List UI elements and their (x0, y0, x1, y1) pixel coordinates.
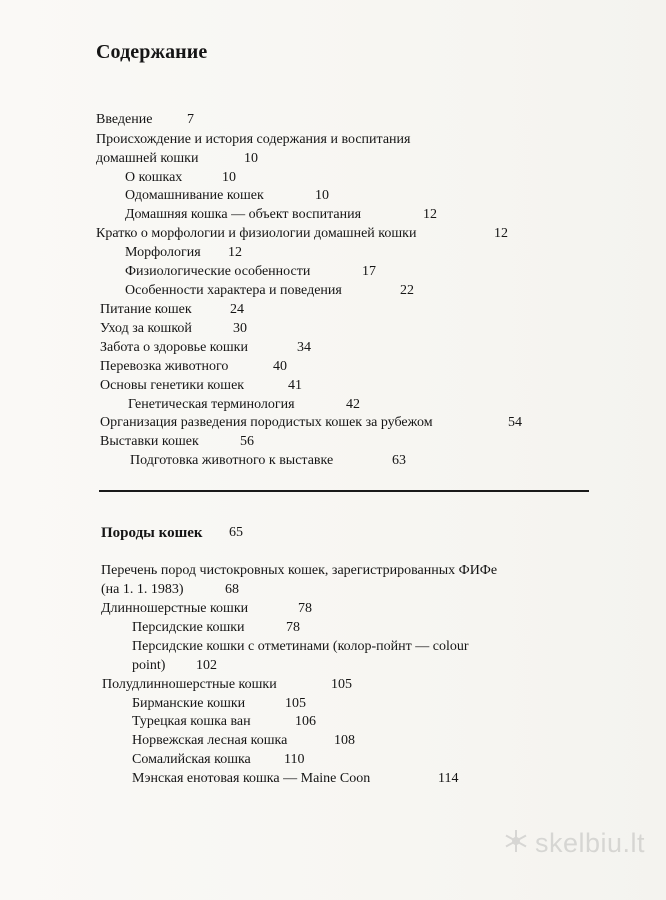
toc-entry-title: Перечень пород чистокровных кошек, зарегистрированных ФИФе (101, 563, 498, 578)
toc-entry (101, 600, 312, 618)
toc-entry-page: 42 (346, 397, 360, 412)
toc-entry-page: 108 (334, 733, 355, 748)
toc-entry-page: 41 (288, 378, 302, 393)
toc-entry-title: Основы генетики кошек (100, 378, 245, 393)
toc-entry-page: 114 (438, 771, 459, 786)
toc-entry-title: Кратко о морфологии и физиологии домашней кошки (96, 226, 417, 241)
toc-entry-page: 63 (392, 453, 406, 468)
toc-entry-page: 68 (225, 582, 239, 597)
toc-entry-page: 34 (297, 340, 311, 355)
toc-entry-title: Выставки кошек (100, 434, 199, 449)
toc-entry-title: Особенности характера и поведения (125, 283, 342, 298)
toc-entry-page: 17 (362, 264, 376, 279)
toc-entry-page: 110 (284, 752, 305, 767)
toc-entry (132, 657, 217, 675)
toc-entry-page: 105 (285, 696, 306, 711)
toc-entry (130, 452, 406, 470)
toc-entry-page: 22 (400, 283, 414, 298)
toc-entry (125, 282, 414, 300)
section-divider (99, 490, 589, 492)
toc-entry (132, 619, 300, 637)
toc-entry (125, 244, 242, 262)
toc-entry-title: Турецкая кошка ван (132, 714, 251, 729)
toc-entry (96, 225, 508, 243)
toc-entry (128, 396, 360, 414)
toc-entry (132, 638, 469, 656)
toc-entry (132, 732, 355, 750)
toc-entry-title: Перевозка животного (100, 359, 229, 374)
toc-entry-title: Генетическая терминология (128, 397, 295, 412)
toc-entry (96, 150, 258, 168)
breeds-heading-page: 65 (229, 525, 243, 540)
toc-entry (132, 695, 306, 713)
toc-entry-page: 12 (228, 245, 242, 260)
toc-entry (125, 169, 236, 187)
toc-entry (132, 751, 305, 769)
toc-entry (101, 562, 497, 580)
toc-entry-title: Одомашнивание кошек (125, 188, 264, 203)
toc-entry-title: Забота о здоровье кошки (100, 340, 248, 355)
toc-entry-title: point) (132, 658, 166, 673)
toc-entry (125, 206, 437, 224)
toc-entry (125, 263, 376, 281)
toc-entry (100, 414, 522, 432)
breeds-heading: Породы кошек (101, 525, 203, 541)
toc-entry (102, 676, 352, 694)
toc-entry (125, 187, 329, 205)
toc-entry (100, 433, 254, 451)
toc-entry-page: 24 (230, 302, 244, 317)
snowflake-icon (503, 828, 529, 859)
toc-entry-title: О кошках (125, 170, 183, 185)
toc-entry-title: Мэнская енотовая кошка — Maine Coon (132, 771, 371, 786)
contents-heading: Содержание (96, 41, 208, 63)
toc-entry-page: 78 (298, 601, 312, 616)
toc-entry-title: Длинношерстные кошки (101, 601, 249, 616)
toc-entry-title: Питание кошек (100, 302, 192, 317)
toc-entry-title: Уход за кошкой (100, 321, 192, 336)
toc-entry-title: Персидские кошки с отметинами (колор-пойнт — colour (132, 639, 469, 654)
toc-entry-page: 30 (233, 321, 247, 336)
toc-entry-title: Норвежская лесная кошка (132, 733, 288, 748)
toc-entry-page: 10 (244, 151, 258, 166)
toc-entry-page: 40 (273, 359, 287, 374)
toc-entry-title: Физиологические особенности (125, 264, 311, 279)
toc-entry-title: Бирманские кошки (132, 696, 246, 711)
toc-entry (132, 713, 316, 731)
toc-entry (96, 111, 194, 129)
toc-entry-page: 56 (240, 434, 254, 449)
toc-entry-title: (на 1. 1. 1983) (101, 582, 184, 597)
toc-entry-title: Сомалийская кошка (132, 752, 251, 767)
toc-entry-page: 7 (187, 112, 194, 127)
toc-entry-page: 12 (423, 207, 437, 222)
watermark (503, 828, 645, 859)
toc-entry-title: Организация разведения породистых кошек за рубежом (100, 415, 433, 430)
toc-entry-page: 12 (494, 226, 508, 241)
toc-entry-page: 105 (331, 677, 352, 692)
toc-entry-page: 102 (196, 658, 217, 673)
toc-entry (96, 131, 410, 149)
toc-entry-page: 106 (295, 714, 316, 729)
watermark-text: skelbiu.lt (535, 828, 646, 858)
toc-entry (101, 581, 239, 599)
toc-entry-title: Морфология (125, 245, 201, 260)
toc-entry-title: Введение (96, 112, 153, 127)
toc-entry-page: 54 (508, 415, 522, 430)
toc-entry-title: Домашняя кошка — объект воспитания (125, 207, 362, 222)
toc-entry (100, 339, 311, 357)
toc-entry (100, 377, 302, 395)
toc-entry-title: домашней кошки (96, 151, 199, 166)
toc-entry (100, 320, 247, 338)
toc-entry (132, 770, 459, 788)
toc-entry (100, 301, 244, 319)
toc-entry-title: Подготовка животного к выставке (130, 453, 334, 468)
toc-entry (100, 358, 287, 376)
toc-entry-page: 10 (315, 188, 329, 203)
toc-entry-title: Происхождение и история содержания и воспитания (96, 132, 411, 147)
toc-entry-title: Полудлинношерстные кошки (102, 677, 277, 692)
toc-entry-page: 10 (222, 170, 236, 185)
toc-entry-page: 78 (286, 620, 300, 635)
toc-entry-title: Персидские кошки (132, 620, 245, 635)
